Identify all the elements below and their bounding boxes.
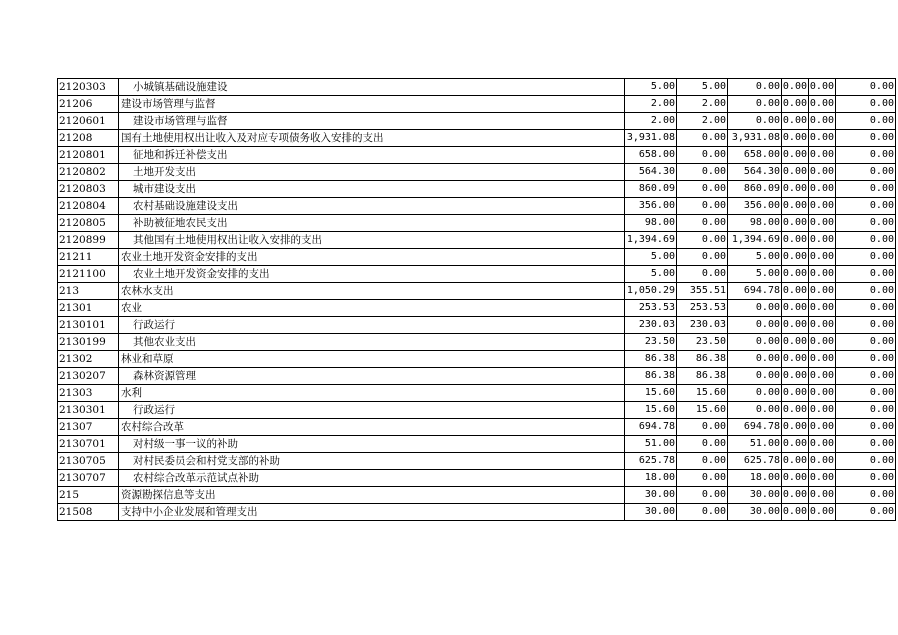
row-col-3: 0.00 [728,402,782,419]
row-item-name: 农林水支出 [119,283,625,300]
row-col-2: 0.00 [677,232,728,249]
row-col-5: 0.00 [809,504,836,521]
row-col-5: 0.00 [809,487,836,504]
row-code: 2130101 [58,317,119,334]
row-total: 230.03 [625,317,677,334]
row-total: 86.38 [625,351,677,368]
row-code: 21208 [58,130,119,147]
row-col-6: 0.00 [836,266,896,283]
row-col-2: 23.50 [677,334,728,351]
row-item-name: 其他农业支出 [119,334,625,351]
row-col-3: 0.00 [728,96,782,113]
row-col-6: 0.00 [836,300,896,317]
row-col-5: 0.00 [809,79,836,96]
table-row [58,283,896,300]
row-item-name: 对村民委员会和村党支部的补助 [119,453,625,470]
budget-table-container [57,78,896,521]
row-col-3: 3,931.08 [728,130,782,147]
row-total: 98.00 [625,215,677,232]
row-col-4: 0.00 [782,368,809,385]
table-row [58,470,896,487]
row-code: 21303 [58,385,119,402]
row-col-5: 0.00 [809,334,836,351]
row-col-6: 0.00 [836,198,896,215]
row-col-6: 0.00 [836,130,896,147]
table-row [58,419,896,436]
row-total: 15.60 [625,402,677,419]
row-col-5: 0.00 [809,249,836,266]
row-col-2: 0.00 [677,164,728,181]
row-col-4: 0.00 [782,487,809,504]
row-col-5: 0.00 [809,402,836,419]
row-item-name: 农业 [119,300,625,317]
row-total: 658.00 [625,147,677,164]
row-col-6: 0.00 [836,232,896,249]
row-total: 2.00 [625,113,677,130]
row-col-4: 0.00 [782,419,809,436]
row-code: 2121100 [58,266,119,283]
row-col-4: 0.00 [782,453,809,470]
row-col-6: 0.00 [836,215,896,232]
row-code: 2130701 [58,436,119,453]
row-col-4: 0.00 [782,470,809,487]
row-col-3: 0.00 [728,385,782,402]
row-col-3: 0.00 [728,317,782,334]
row-total: 564.30 [625,164,677,181]
row-col-5: 0.00 [809,198,836,215]
row-code: 2120801 [58,147,119,164]
row-code: 2130705 [58,453,119,470]
row-code: 2120899 [58,232,119,249]
table-row [58,300,896,317]
row-col-4: 0.00 [782,96,809,113]
row-col-3: 658.00 [728,147,782,164]
row-total: 51.00 [625,436,677,453]
row-col-5: 0.00 [809,266,836,283]
row-col-4: 0.00 [782,215,809,232]
row-total: 694.78 [625,419,677,436]
row-total: 860.09 [625,181,677,198]
row-item-name: 建设市场管理与监督 [119,96,625,113]
row-total: 30.00 [625,504,677,521]
row-code: 2130207 [58,368,119,385]
table-row [58,487,896,504]
row-total: 23.50 [625,334,677,351]
row-col-2: 5.00 [677,79,728,96]
row-col-5: 0.00 [809,351,836,368]
row-col-4: 0.00 [782,300,809,317]
row-col-2: 2.00 [677,96,728,113]
row-col-4: 0.00 [782,113,809,130]
row-col-6: 0.00 [836,368,896,385]
row-col-5: 0.00 [809,232,836,249]
row-col-6: 0.00 [836,385,896,402]
row-col-2: 86.38 [677,351,728,368]
row-col-4: 0.00 [782,79,809,96]
row-item-name: 资源勘探信息等支出 [119,487,625,504]
row-item-name: 农村综合改革 [119,419,625,436]
row-col-2: 0.00 [677,436,728,453]
row-col-2: 355.51 [677,283,728,300]
row-col-2: 2.00 [677,113,728,130]
row-col-3: 1,394.69 [728,232,782,249]
row-total: 253.53 [625,300,677,317]
row-item-name: 城市建设支出 [119,181,625,198]
row-total: 356.00 [625,198,677,215]
row-col-5: 0.00 [809,215,836,232]
row-item-name: 水利 [119,385,625,402]
row-col-4: 0.00 [782,436,809,453]
row-code: 2120804 [58,198,119,215]
row-col-3: 30.00 [728,504,782,521]
table-row [58,402,896,419]
row-col-3: 0.00 [728,351,782,368]
row-col-3: 5.00 [728,266,782,283]
row-col-6: 0.00 [836,283,896,300]
row-col-4: 0.00 [782,198,809,215]
row-col-5: 0.00 [809,181,836,198]
row-total: 625.78 [625,453,677,470]
table-row [58,368,896,385]
row-col-2: 0.00 [677,453,728,470]
row-col-4: 0.00 [782,351,809,368]
row-col-3: 356.00 [728,198,782,215]
row-total: 5.00 [625,249,677,266]
row-code: 21302 [58,351,119,368]
row-col-6: 0.00 [836,181,896,198]
row-col-6: 0.00 [836,453,896,470]
row-col-6: 0.00 [836,96,896,113]
row-col-4: 0.00 [782,181,809,198]
table-row [58,266,896,283]
row-item-name: 征地和拆迁补偿支出 [119,147,625,164]
row-total: 30.00 [625,487,677,504]
table-row [58,164,896,181]
row-col-5: 0.00 [809,453,836,470]
row-col-6: 0.00 [836,317,896,334]
row-col-6: 0.00 [836,487,896,504]
row-item-name: 支持中小企业发展和管理支出 [119,504,625,521]
row-col-2: 230.03 [677,317,728,334]
row-col-2: 0.00 [677,215,728,232]
row-total: 2.00 [625,96,677,113]
row-col-5: 0.00 [809,96,836,113]
row-col-6: 0.00 [836,504,896,521]
row-col-2: 0.00 [677,130,728,147]
row-item-name: 森林资源管理 [119,368,625,385]
row-item-name: 行政运行 [119,402,625,419]
row-item-name: 行政运行 [119,317,625,334]
row-code: 2120802 [58,164,119,181]
row-col-2: 0.00 [677,249,728,266]
row-code: 2120303 [58,79,119,96]
row-col-6: 0.00 [836,402,896,419]
table-row [58,436,896,453]
row-total: 15.60 [625,385,677,402]
row-item-name: 其他国有土地使用权出让收入安排的支出 [119,232,625,249]
row-col-3: 625.78 [728,453,782,470]
table-row [58,385,896,402]
row-item-name: 林业和草原 [119,351,625,368]
row-code: 2120805 [58,215,119,232]
table-row [58,334,896,351]
row-col-6: 0.00 [836,113,896,130]
row-col-5: 0.00 [809,164,836,181]
row-item-name: 农业土地开发资金安排的支出 [119,249,625,266]
row-total: 18.00 [625,470,677,487]
row-col-5: 0.00 [809,368,836,385]
row-total: 86.38 [625,368,677,385]
row-col-3: 860.09 [728,181,782,198]
table-row [58,198,896,215]
table-row [58,504,896,521]
row-col-4: 0.00 [782,283,809,300]
row-col-6: 0.00 [836,249,896,266]
table-row [58,249,896,266]
row-col-3: 0.00 [728,334,782,351]
row-col-5: 0.00 [809,147,836,164]
row-col-2: 86.38 [677,368,728,385]
row-item-name: 建设市场管理与监督 [119,113,625,130]
row-col-4: 0.00 [782,147,809,164]
row-code: 21307 [58,419,119,436]
row-col-3: 30.00 [728,487,782,504]
table-row [58,351,896,368]
row-code: 2130199 [58,334,119,351]
row-col-3: 0.00 [728,113,782,130]
row-total: 5.00 [625,266,677,283]
row-total: 1,394.69 [625,232,677,249]
row-col-4: 0.00 [782,402,809,419]
row-col-2: 253.53 [677,300,728,317]
row-total: 3,931.08 [625,130,677,147]
row-col-2: 0.00 [677,487,728,504]
row-col-2: 0.00 [677,419,728,436]
row-code: 2120601 [58,113,119,130]
row-item-name: 补助被征地农民支出 [119,215,625,232]
row-col-2: 0.00 [677,470,728,487]
row-col-5: 0.00 [809,300,836,317]
row-col-3: 5.00 [728,249,782,266]
row-col-5: 0.00 [809,419,836,436]
table-row [58,79,896,96]
table-row [58,130,896,147]
row-code: 213 [58,283,119,300]
row-col-6: 0.00 [836,147,896,164]
row-code: 21211 [58,249,119,266]
row-col-3: 694.78 [728,419,782,436]
row-item-name: 对村级一事一议的补助 [119,436,625,453]
row-col-2: 0.00 [677,504,728,521]
row-code: 2130301 [58,402,119,419]
row-col-5: 0.00 [809,130,836,147]
table-row [58,453,896,470]
row-item-name: 小城镇基础设施建设 [119,79,625,96]
row-col-3: 564.30 [728,164,782,181]
table-row [58,232,896,249]
row-code: 21508 [58,504,119,521]
row-col-5: 0.00 [809,283,836,300]
row-col-4: 0.00 [782,266,809,283]
row-col-5: 0.00 [809,317,836,334]
row-col-4: 0.00 [782,504,809,521]
row-col-2: 0.00 [677,266,728,283]
table-row [58,317,896,334]
row-col-3: 18.00 [728,470,782,487]
table-row [58,113,896,130]
row-item-name: 农业土地开发资金安排的支出 [119,266,625,283]
row-col-3: 98.00 [728,215,782,232]
row-col-2: 0.00 [677,147,728,164]
row-col-6: 0.00 [836,164,896,181]
row-item-name: 土地开发支出 [119,164,625,181]
row-col-4: 0.00 [782,249,809,266]
row-col-6: 0.00 [836,470,896,487]
row-col-6: 0.00 [836,79,896,96]
budget-expenditure-table [57,78,896,521]
row-item-name: 农村综合改革示范试点补助 [119,470,625,487]
row-col-6: 0.00 [836,436,896,453]
table-row [58,215,896,232]
row-col-3: 0.00 [728,368,782,385]
row-col-4: 0.00 [782,385,809,402]
row-col-5: 0.00 [809,436,836,453]
row-code: 21301 [58,300,119,317]
row-col-3: 694.78 [728,283,782,300]
row-col-4: 0.00 [782,164,809,181]
row-total: 1,050.29 [625,283,677,300]
row-col-6: 0.00 [836,419,896,436]
row-col-5: 0.00 [809,113,836,130]
row-col-4: 0.00 [782,130,809,147]
row-col-3: 51.00 [728,436,782,453]
table-row [58,181,896,198]
row-item-name: 农村基础设施建设支出 [119,198,625,215]
row-code: 2120803 [58,181,119,198]
row-col-6: 0.00 [836,351,896,368]
row-col-2: 15.60 [677,402,728,419]
row-code: 21206 [58,96,119,113]
row-col-2: 0.00 [677,181,728,198]
row-col-3: 0.00 [728,79,782,96]
row-col-6: 0.00 [836,334,896,351]
table-row [58,147,896,164]
row-col-5: 0.00 [809,470,836,487]
row-col-5: 0.00 [809,385,836,402]
row-col-2: 0.00 [677,198,728,215]
row-code: 215 [58,487,119,504]
row-code: 2130707 [58,470,119,487]
row-col-3: 0.00 [728,300,782,317]
row-col-4: 0.00 [782,232,809,249]
row-item-name: 国有土地使用权出让收入及对应专项债务收入安排的支出 [119,130,625,147]
row-col-2: 15.60 [677,385,728,402]
table-row [58,96,896,113]
row-col-4: 0.00 [782,334,809,351]
row-total: 5.00 [625,79,677,96]
row-col-4: 0.00 [782,317,809,334]
